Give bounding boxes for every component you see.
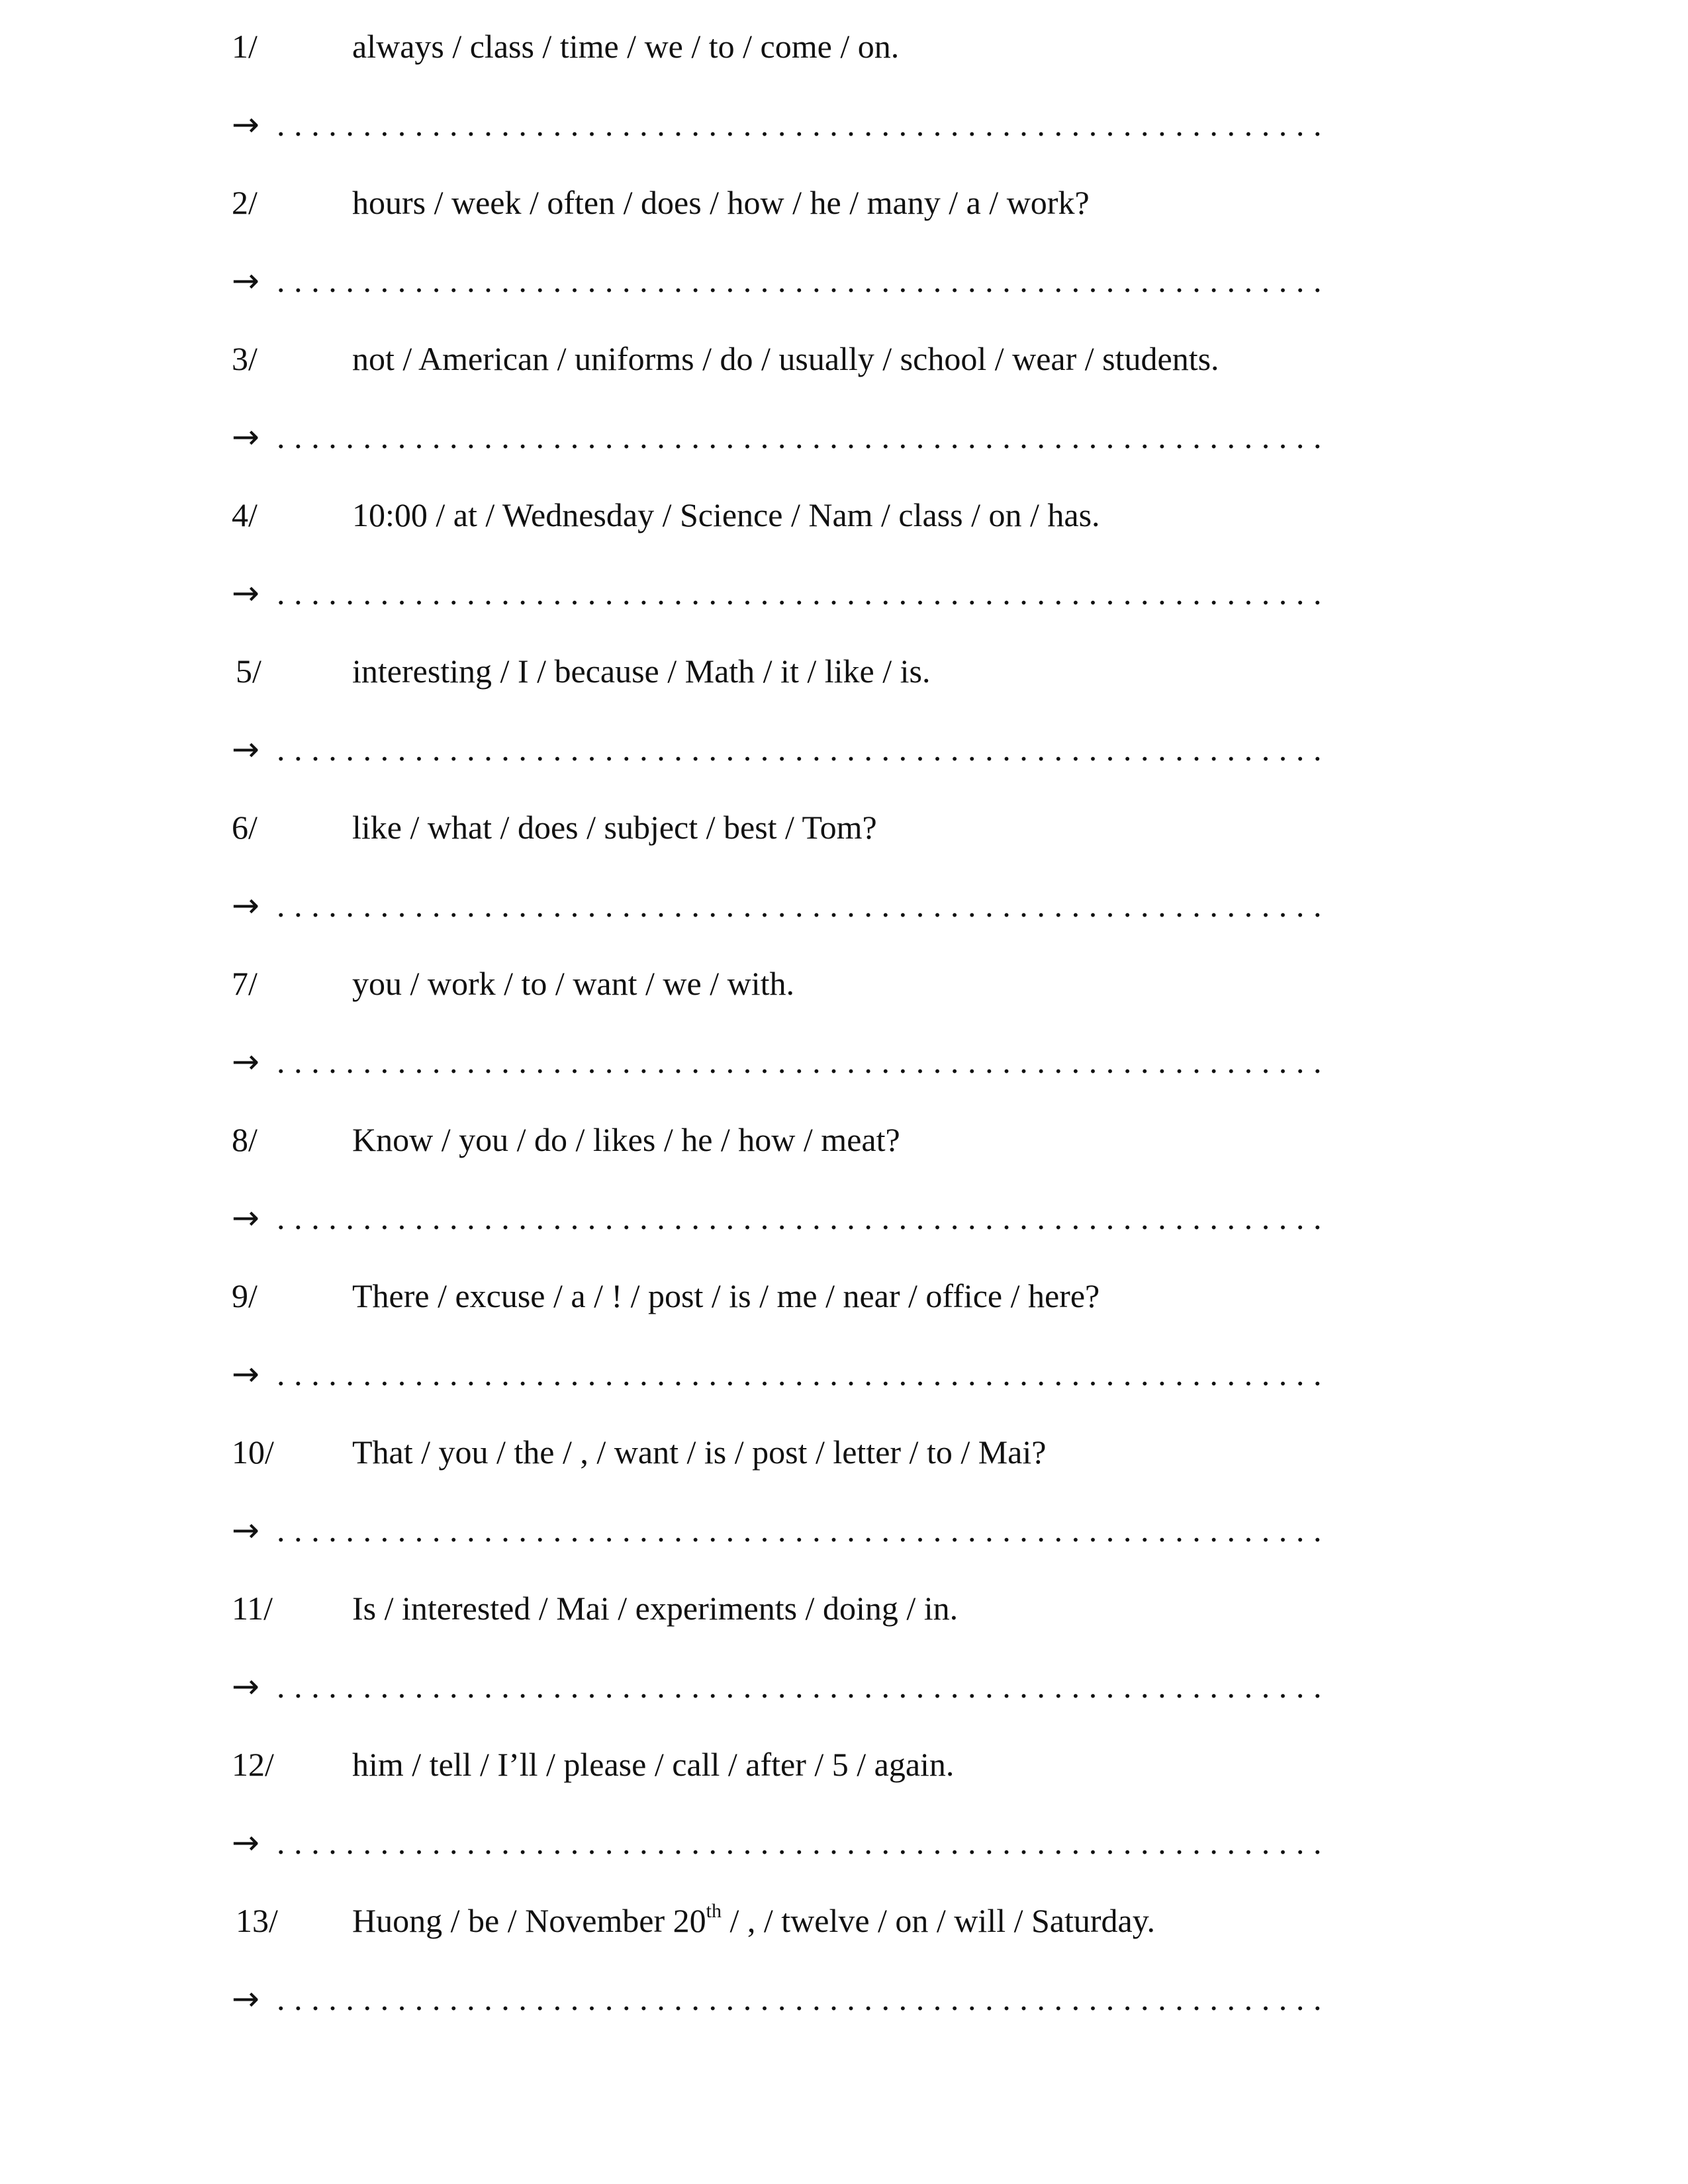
ordinal-suffix: th xyxy=(706,1900,722,1922)
question-line xyxy=(232,23,1370,69)
right-arrow-icon: → xyxy=(232,261,259,300)
exercise-item xyxy=(232,1429,1370,1585)
question-line xyxy=(232,1273,1370,1319)
answer-line[interactable] xyxy=(232,1038,1370,1085)
answer-line[interactable] xyxy=(232,414,1370,460)
scrambled-words: There / excuse / a / ! / post / is / me / near / office / here? xyxy=(352,1277,1100,1314)
item-number: 11/ xyxy=(232,1590,273,1627)
question-line xyxy=(232,804,1370,850)
answer-blank[interactable]: ............................................................. xyxy=(277,1043,1331,1080)
scrambled-words: you / work / to / want / we / with. xyxy=(352,965,794,1002)
exercise-item xyxy=(232,1741,1370,1897)
answer-line[interactable] xyxy=(232,257,1370,304)
scrambled-words: him / tell / I’ll / please / call / after / 5 / again. xyxy=(352,1746,955,1783)
scrambled-words: not / American / uniforms / do / usually / school / wear / students. xyxy=(352,340,1219,377)
answer-blank[interactable]: ............................................................. xyxy=(277,262,1331,299)
right-arrow-icon: → xyxy=(232,1979,259,2018)
scrambled-words: Know / you / do / likes / he / how / meat? xyxy=(352,1121,900,1158)
question-line xyxy=(232,336,1370,382)
exercise-item xyxy=(232,804,1370,960)
right-arrow-icon: → xyxy=(232,730,259,768)
question-line xyxy=(232,179,1370,226)
right-arrow-icon: → xyxy=(232,574,259,612)
answer-line[interactable] xyxy=(232,1507,1370,1553)
exercise-item xyxy=(232,179,1370,336)
answer-line[interactable] xyxy=(232,726,1370,772)
exercise-item xyxy=(232,23,1370,179)
item-number: 10/ xyxy=(232,1433,274,1471)
answer-blank[interactable]: ............................................................. xyxy=(277,1355,1331,1392)
exercise-item xyxy=(232,1897,1370,2054)
answer-blank[interactable]: ............................................................. xyxy=(277,574,1331,612)
answer-line[interactable] xyxy=(232,1351,1370,1397)
question-line xyxy=(232,648,1370,694)
scrambled-words-part: Huong / be / November 20 xyxy=(352,1902,706,1939)
answer-blank[interactable]: ............................................................. xyxy=(277,1980,1331,2017)
exercise-item xyxy=(232,1273,1370,1429)
right-arrow-icon: → xyxy=(232,1511,259,1549)
item-number: 4/ xyxy=(232,496,258,533)
question-line xyxy=(232,1897,1370,1944)
right-arrow-icon: → xyxy=(232,1667,259,1706)
item-number: 1/ xyxy=(232,28,258,65)
exercise-item xyxy=(232,492,1370,648)
scrambled-words: 10:00 / at / Wednesday / Science / Nam / class / on / has. xyxy=(352,496,1100,533)
scrambled-words: hours / week / often / does / how / he / many / a / work? xyxy=(352,184,1090,221)
answer-blank[interactable]: ............................................................. xyxy=(277,1668,1331,1705)
item-number: 8/ xyxy=(232,1121,258,1158)
item-number: 3/ xyxy=(232,340,258,377)
answer-line[interactable] xyxy=(232,1976,1370,2022)
exercise-item xyxy=(232,960,1370,1116)
item-number: 2/ xyxy=(232,184,258,221)
scrambled-words: always / class / time / we / to / come / on. xyxy=(352,28,900,65)
answer-line[interactable] xyxy=(232,570,1370,616)
answer-blank[interactable]: ............................................................. xyxy=(277,106,1331,143)
answer-blank[interactable]: ............................................................. xyxy=(277,418,1331,455)
answer-blank[interactable]: ............................................................. xyxy=(277,1512,1331,1549)
question-line xyxy=(232,492,1370,538)
scrambled-words: That / you / the / , / want / is / post / letter / to / Mai? xyxy=(352,1433,1047,1471)
answer-blank[interactable]: ............................................................. xyxy=(277,1199,1331,1236)
question-line xyxy=(232,1585,1370,1631)
question-line xyxy=(232,1429,1370,1475)
exercise-item xyxy=(232,648,1370,804)
question-line xyxy=(232,960,1370,1007)
answer-line[interactable] xyxy=(232,101,1370,148)
scrambled-words xyxy=(352,1897,1155,1944)
scrambled-words: interesting / I / because / Math / it / like / is. xyxy=(352,653,931,690)
scrambled-words-part: / , / twelve / on / will / Saturday. xyxy=(721,1902,1155,1939)
item-number: 13/ xyxy=(236,1902,278,1939)
scrambled-words: like / what / does / subject / best / Tom? xyxy=(352,809,877,846)
right-arrow-icon: → xyxy=(232,418,259,456)
right-arrow-icon: → xyxy=(232,1355,259,1393)
scrambled-words: Is / interested / Mai / experiments / doing / in. xyxy=(352,1590,959,1627)
right-arrow-icon: → xyxy=(232,1042,259,1081)
exercise-item xyxy=(232,1116,1370,1273)
answer-blank[interactable]: ............................................................. xyxy=(277,887,1331,924)
item-number: 6/ xyxy=(232,809,258,846)
item-number: 9/ xyxy=(232,1277,258,1314)
answer-line[interactable] xyxy=(232,882,1370,929)
answer-blank[interactable]: ............................................................. xyxy=(277,731,1331,768)
question-line xyxy=(232,1116,1370,1163)
answer-blank[interactable]: ............................................................. xyxy=(277,1824,1331,1861)
answer-line[interactable] xyxy=(232,1663,1370,1709)
right-arrow-icon: → xyxy=(232,886,259,925)
item-number: 7/ xyxy=(232,965,258,1002)
answer-line[interactable] xyxy=(232,1195,1370,1241)
item-number: 5/ xyxy=(236,653,261,690)
right-arrow-icon: → xyxy=(232,1823,259,1862)
right-arrow-icon: → xyxy=(232,105,259,144)
item-number: 12/ xyxy=(232,1746,274,1783)
exercise-item xyxy=(232,336,1370,492)
question-line xyxy=(232,1741,1370,1788)
exercise-item xyxy=(232,1585,1370,1741)
answer-line[interactable] xyxy=(232,1819,1370,1866)
right-arrow-icon: → xyxy=(232,1199,259,1237)
